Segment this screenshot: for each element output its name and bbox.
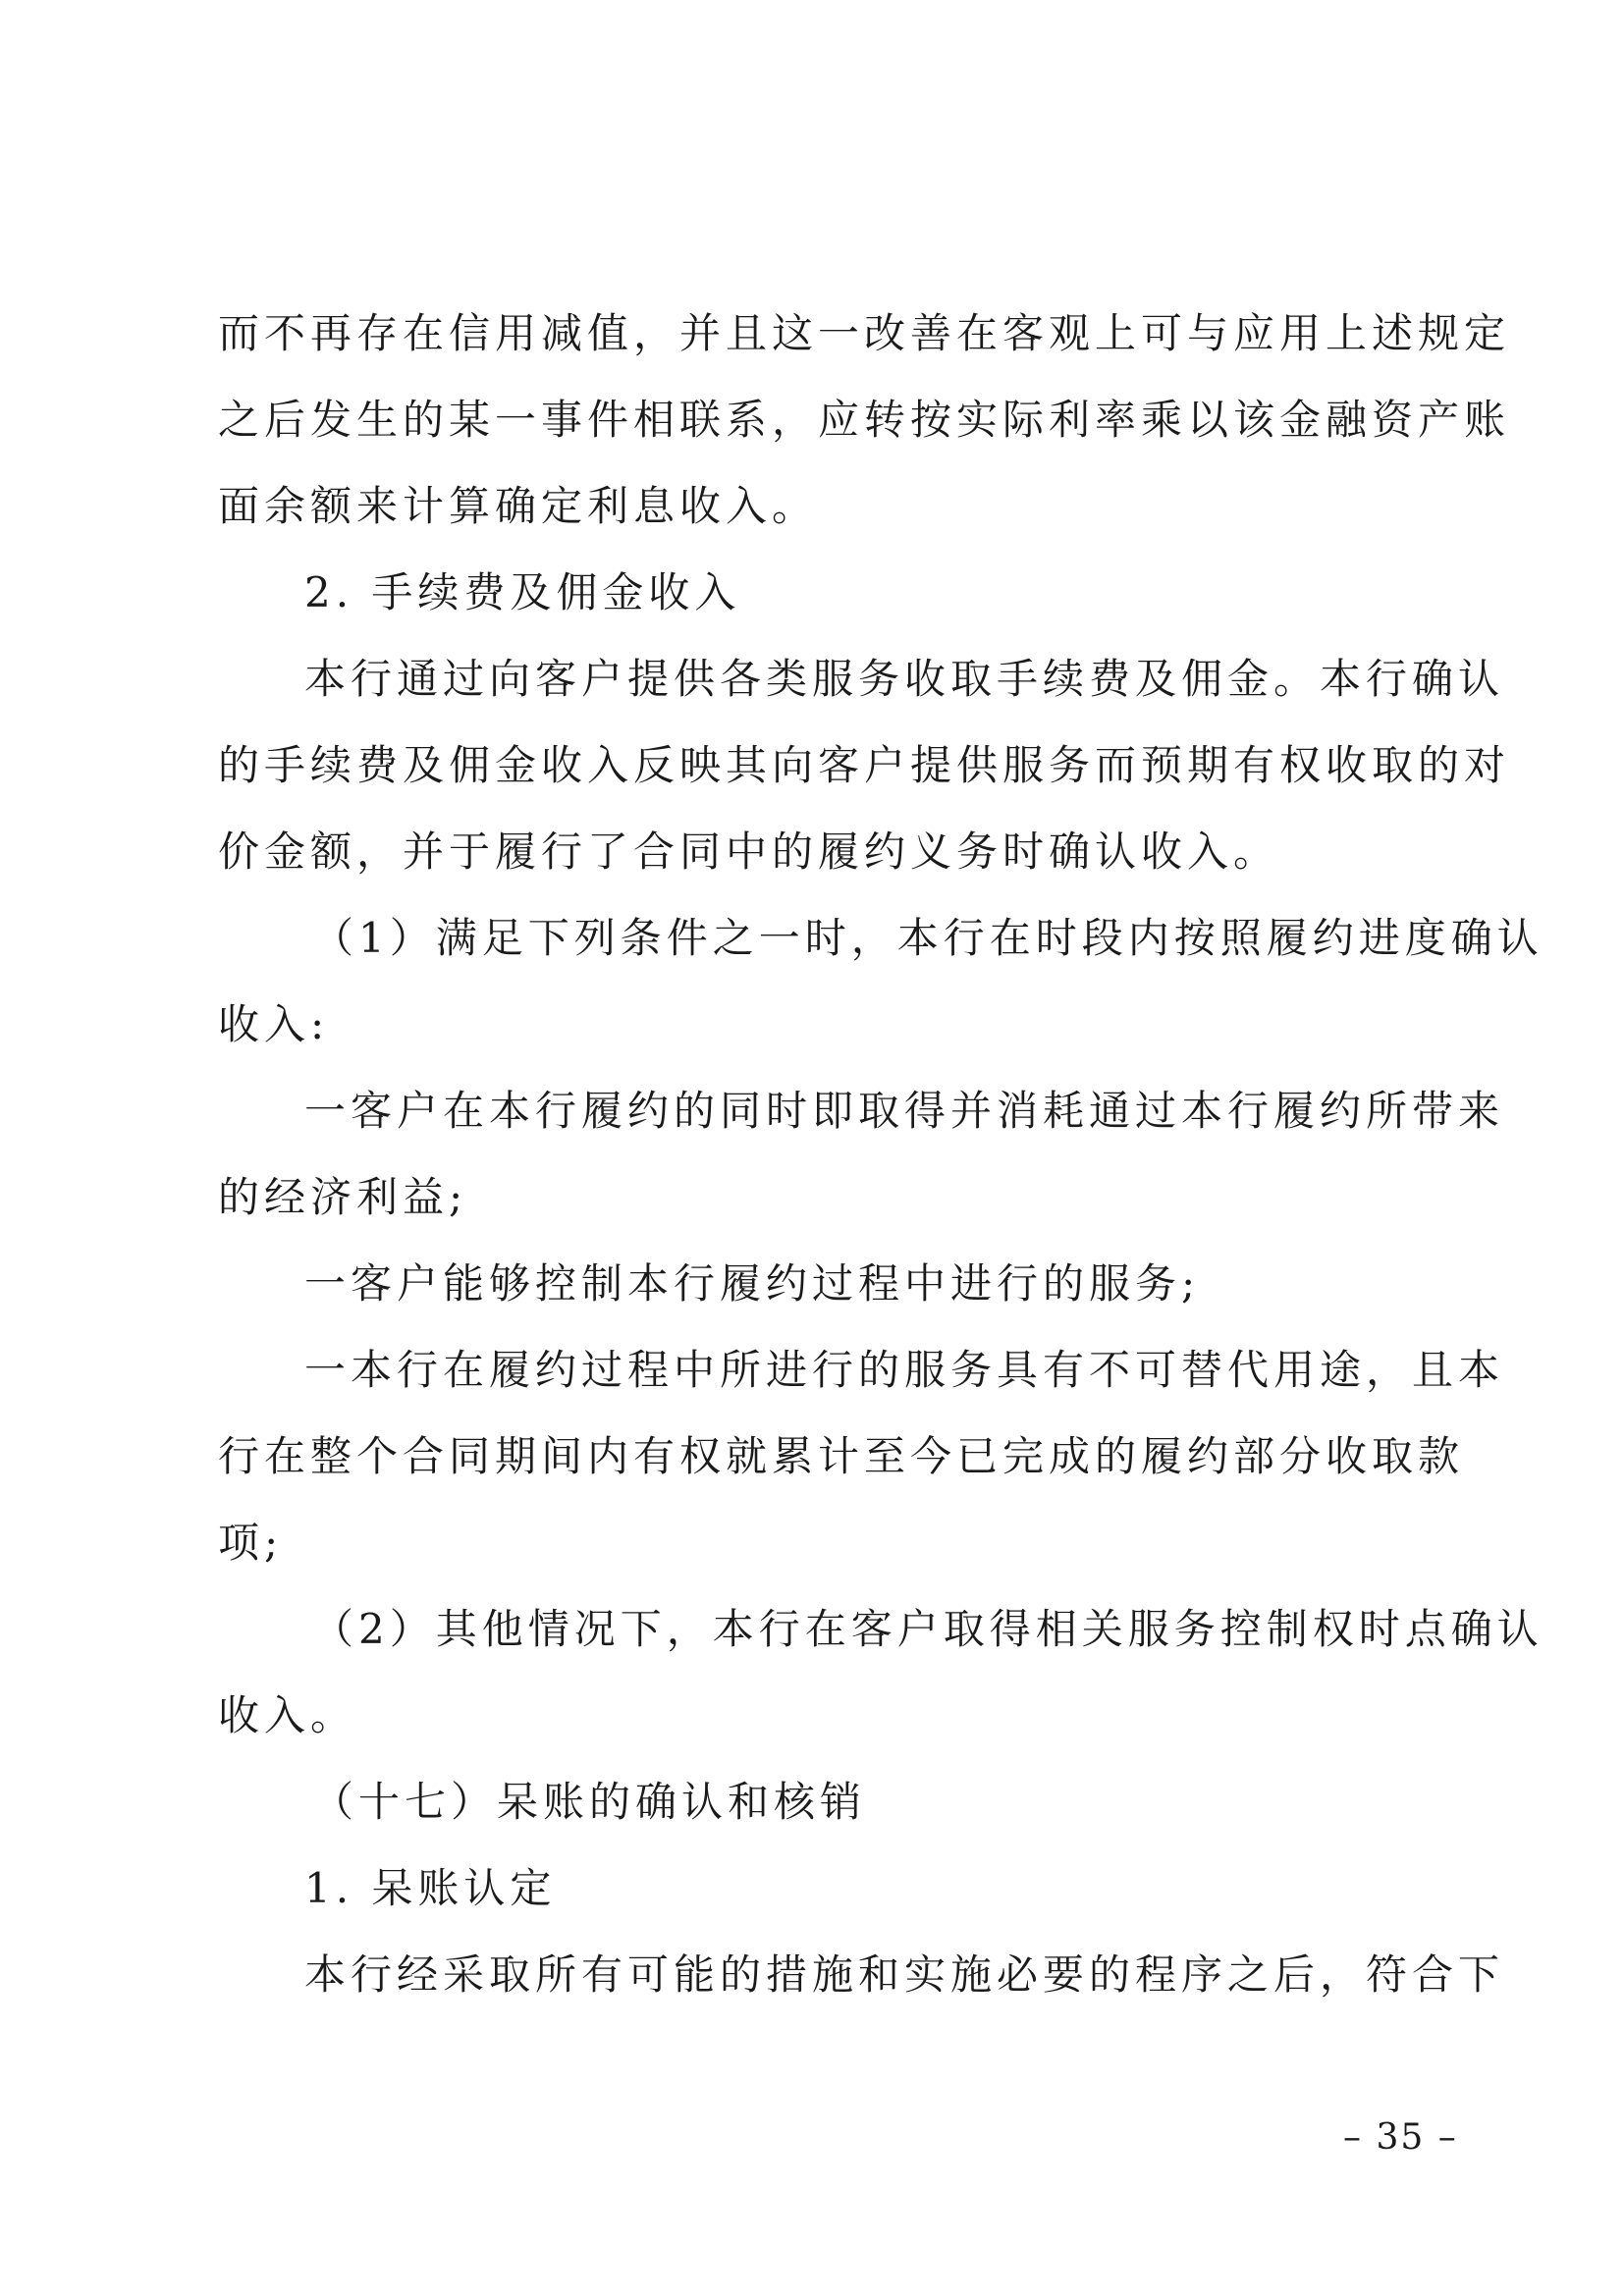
page-number: – 35 –: [1343, 2117, 1458, 2158]
paragraph-line: 收入:: [218, 1000, 330, 1048]
body-text: [218, 291, 1543, 2018]
subsection-heading-bad-debt-determination: 1. 呆账认定: [304, 1864, 557, 1912]
paragraph-line: 收入。: [218, 1691, 357, 1739]
paragraph-line: 之后发生的某一事件相联系，应转按实际利率乘以该金融资产账: [218, 396, 1511, 444]
section-heading-bad-debt: （十七）呆账的确认和核销: [312, 1778, 867, 1826]
list-item: 一本行在履约过程中所进行的服务具有不可替代用途，且本: [304, 1346, 1505, 1394]
paragraph-line: 价金额，并于履行了合同中的履约义务时确认收入。: [218, 828, 1280, 876]
paragraph-line: 本行经采取所有可能的措施和实施必要的程序之后，符合下: [304, 1950, 1505, 1999]
paragraph-line: 行在整个合同期间内有权就累计至今已完成的履约部分收取款: [218, 1432, 1465, 1480]
paragraph-line: （1）满足下列条件之一时，本行在时段内按照履约进度确认: [312, 914, 1543, 962]
paragraph-line: 项;: [218, 1519, 284, 1567]
list-item: 一客户在本行履约的同时即取得并消耗通过本行履约所带来: [304, 1087, 1505, 1135]
paragraph-line: 而不再存在信用减值，并且这一改善在客观上可与应用上述规定: [218, 309, 1511, 357]
paragraph-line: 的手续费及佣金收入反映其向客户提供服务而预期有权收取的对: [218, 741, 1511, 789]
list-item: 一客户能够控制本行履约过程中进行的服务;: [304, 1259, 1201, 1308]
paragraph-line: 的经济利益;: [218, 1173, 468, 1221]
section-heading-fee-income: 2. 手续费及佣金收入: [304, 568, 741, 616]
paragraph-line: 面余额来计算确定利息收入。: [218, 482, 819, 530]
paragraph-line: 本行通过向客户提供各类服务收取手续费及佣金。本行确认: [304, 655, 1505, 703]
paragraph-line: （2）其他情况下，本行在客户取得相关服务控制权时点确认: [312, 1605, 1543, 1653]
